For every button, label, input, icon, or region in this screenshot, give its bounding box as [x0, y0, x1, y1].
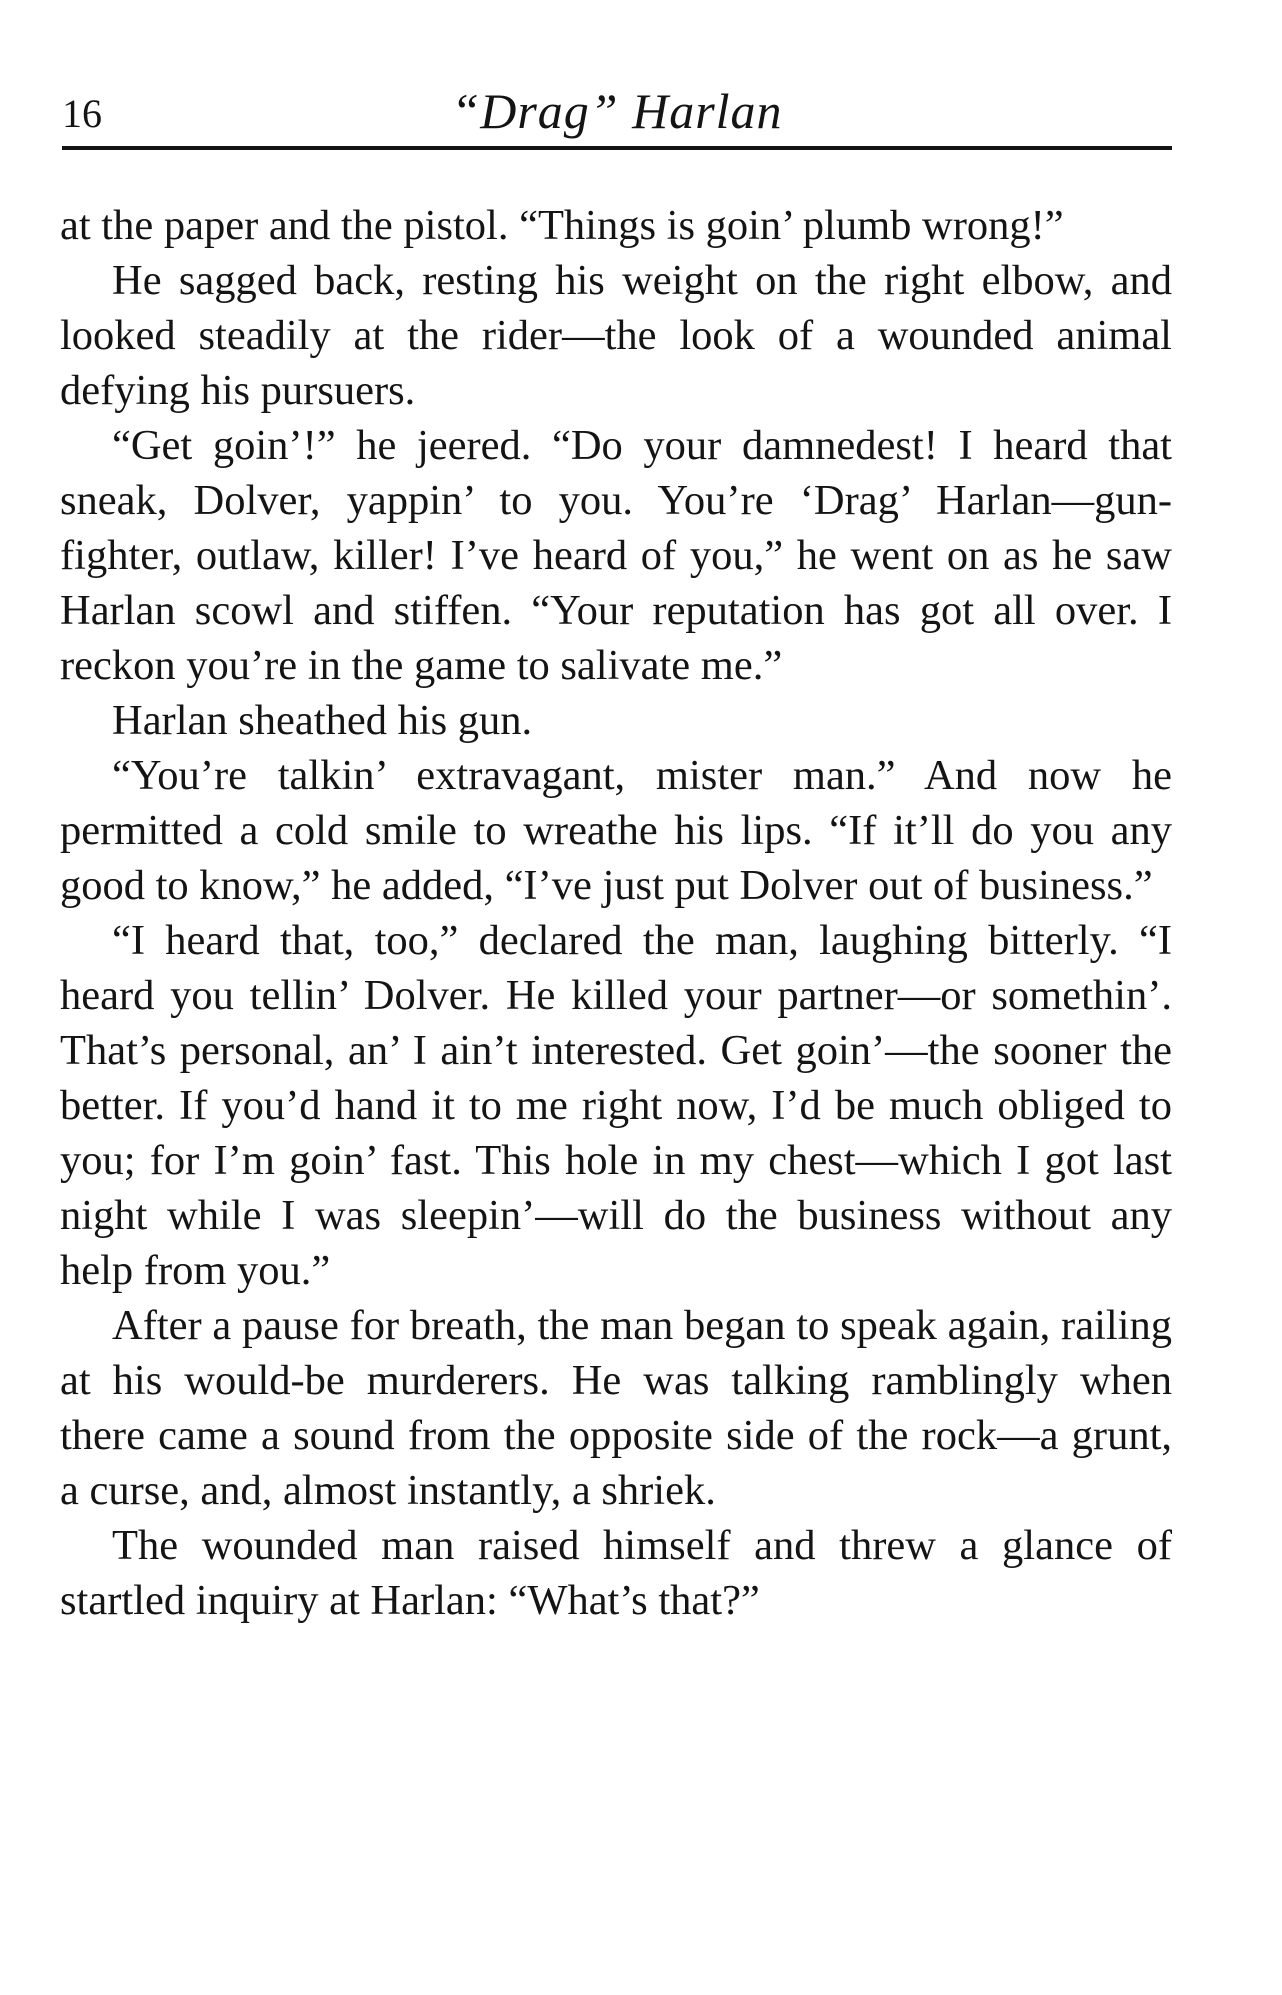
- paragraph: “I heard that, too,” declared the man, laughing bitterly. “I heard you tellin’ Dolver. He killed your partner—or somethin’. That’s personal, an’ I ain’t interested. Get goin’—the sooner the better. If you’d hand it to me right now, I’d be much obliged to you; for I’m goin’ fast. This hole in my chest—which I got last night while I was sleepin’—will do the business without any help from you.”: [60, 917, 1172, 1294]
- running-title: “Drag” Harlan: [451, 83, 783, 139]
- paragraph: He sagged back, resting his weight on the right elbow, and looked steadily at the rider—the look of a wounded animal defying his pursuers.: [60, 257, 1172, 414]
- page-header: [62, 72, 1172, 142]
- paragraph: Harlan sheathed his gun.: [112, 697, 533, 744]
- body-text: [60, 198, 1172, 1628]
- paragraph: After a pause for breath, the man began to speak again, railing at his would-be murderers. He was talking ramblingly when there came a sound from the opposite side of the rock—a grunt, a curse, and, almost instantly, a shriek.: [60, 1302, 1172, 1514]
- paragraph: “You’re talkin’ extravagant, mister man.” And now he permitted a cold smile to wreathe his lips. “If it’ll do you any good to know,” he added, “I’ve just put Dolver out of business.”: [60, 752, 1172, 909]
- paragraph-continued: at the paper and the pistol. “Things is goin’ plumb wrong!”: [60, 202, 1064, 249]
- header-rule: [62, 146, 1172, 150]
- page-number: 16: [62, 91, 102, 136]
- paragraph: “Get goin’!” he jeered. “Do your damnedest! I heard that sneak, Dolver, yappin’ to you. You’re ‘Drag’ Harlan—gun-fighter, outlaw, killer! I’ve heard of you,” he went on as he saw Harlan scowl and stiffen. “Your reputation has got all over. I reckon you’re in the game to salivate me.”: [60, 422, 1172, 689]
- paragraph: The wounded man raised himself and threw a glance of startled inquiry at Harlan: “What’s that?”: [60, 1522, 1172, 1624]
